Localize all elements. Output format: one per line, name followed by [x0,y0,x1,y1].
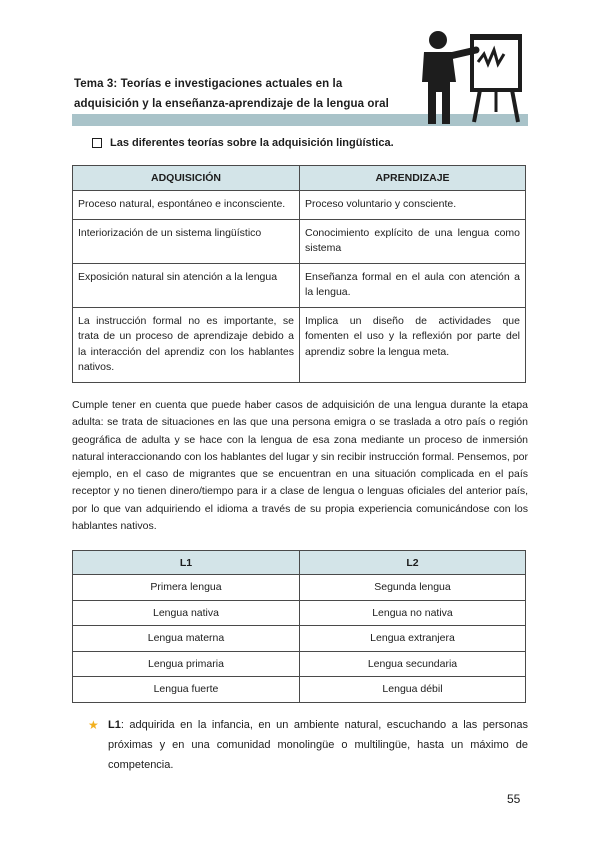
table-cell: Conocimiento explícito de una lengua como sistema [300,219,526,263]
table-cell: Proceso voluntario y consciente. [300,191,526,220]
table-cell: Primera lengua [73,575,300,601]
l1-definition-bullet [88,715,528,775]
table-cell: La instrucción formal no es importante, se trata de un proceso de aprendizaje debido a la interacción del aprendiz con los hablantes nativos. [73,307,300,382]
bullet-text [108,715,528,775]
bullet-definition: : adquirida en la infancia, en un ambiente natural, escuchando a las personas próximas y en una comunidad monolingüe o multilingüe, hasta un máximo de competencia. [108,719,528,771]
table-cell: Exposición natural sin atención a la lengua [73,263,300,307]
column-header: L2 [300,551,526,575]
bullet-term: L1 [108,719,121,731]
table-row [73,677,526,703]
section-heading-text: Las diferentes teorías sobre la adquisición lingüística. [110,137,394,149]
table-row [73,263,526,307]
chapter-title-line-1: Tema 3: Teorías e investigaciones actuales en la [74,78,343,90]
table-cell: Lengua no nativa [300,600,526,626]
acquisition-learning-table [72,165,526,383]
column-header: ADQUISICIÓN [73,166,300,191]
table-cell: Lengua fuerte [73,677,300,703]
chapter-title-line-2: adquisición y la enseñanza-aprendizaje de la lengua oral [74,98,389,110]
table-header-row [73,551,526,575]
table-row [73,575,526,601]
page-number: 55 [507,792,521,806]
table-cell: Implica un diseño de actividades que fomenten el uso y la reflexión por parte del aprendiz sobre la lengua meta. [300,307,526,382]
table-cell: Segunda lengua [300,575,526,601]
table-row [73,307,526,382]
table-row [73,626,526,652]
table-cell: Interiorización de un sistema lingüístico [73,219,300,263]
column-header: APRENDIZAJE [300,166,526,191]
table-header-row [73,166,526,191]
table-cell: Lengua materna [73,626,300,652]
table-row [73,191,526,220]
table-row [73,219,526,263]
column-header: L1 [73,551,300,575]
table-cell: Lengua primaria [73,651,300,677]
star-icon: ★ [88,718,99,732]
table-cell: Proceso natural, espontáneo e inconsciente. [73,191,300,220]
table-row [73,651,526,677]
table-cell: Lengua débil [300,677,526,703]
teacher-presentation-icon [412,20,532,124]
table-row [73,600,526,626]
table-cell: Lengua nativa [73,600,300,626]
l1-l2-table [72,550,526,703]
table-cell: Lengua extranjera [300,626,526,652]
table-cell: Enseñanza formal en el aula con atención a la lengua. [300,263,526,307]
body-paragraph: Cumple tener en cuenta que puede haber casos de adquisición de una lengua durante la etapa adulta: se trata de situaciones en las que una persona emigra o se traslada a otro país o región geográfica de adulta y se hace con la lengua de esa zona mediante un proceso de inmersión natural interaccionando con los hablantes del lugar y sin recibir instrucción formal. Pensemos, por ejemplo, en el caso de migrantes que se encuentran en una situación complicada en el país receptor y no tienen dinero/tiempo para ir a clase de lengua o lenguas oficiales del anterior país, por lo que van adquiriendo el idioma a través de su propia experiencia comunicándose con los hablantes nativos. [72,399,528,533]
table-cell: Lengua secundaria [300,651,526,677]
checkbox-bullet-icon [92,138,102,148]
section-heading [92,137,394,149]
